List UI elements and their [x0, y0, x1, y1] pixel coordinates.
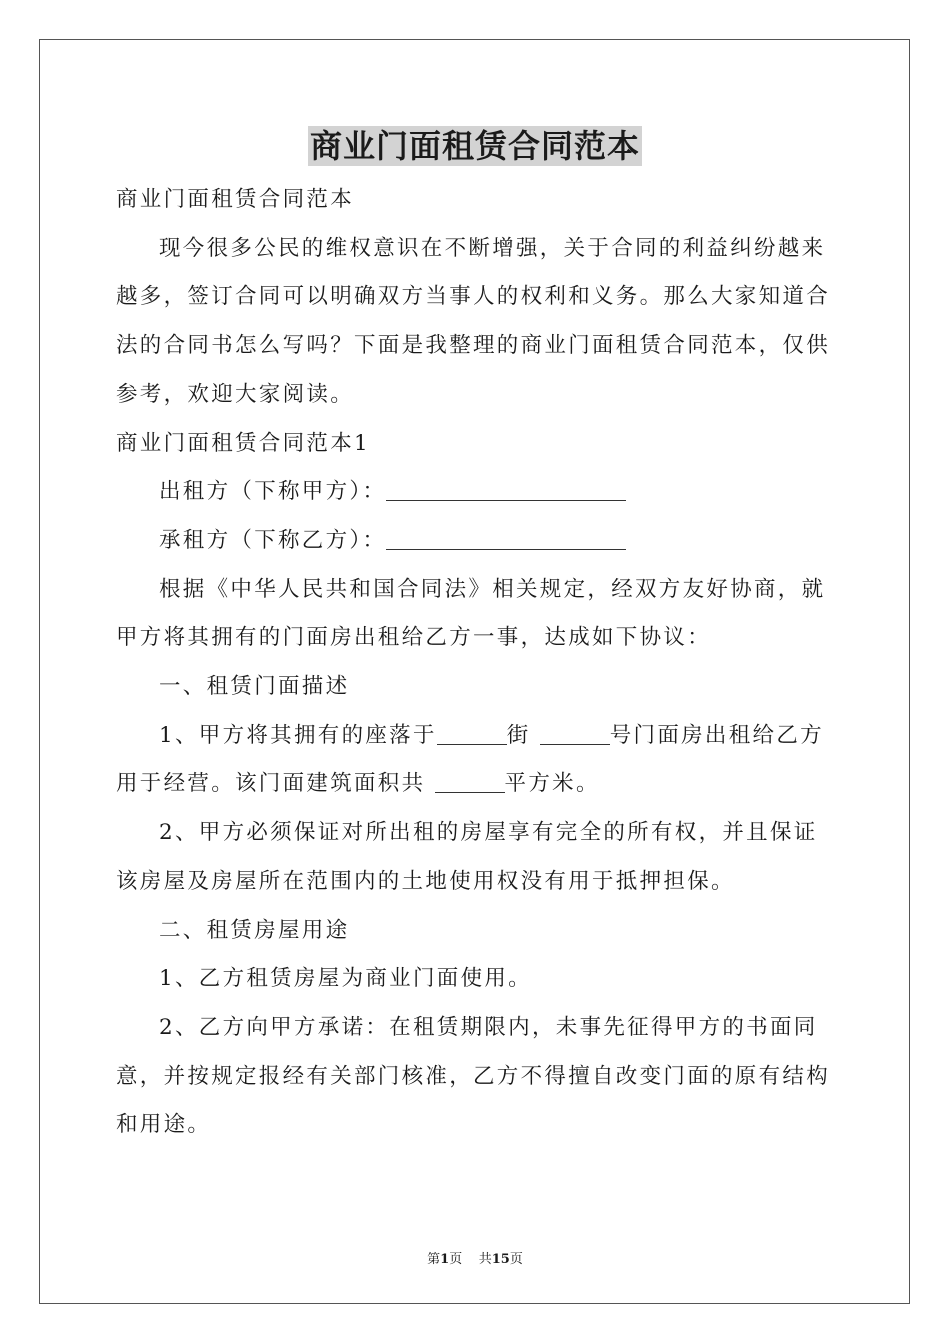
- street-blank: [437, 722, 507, 745]
- document-body: [116, 176, 836, 1150]
- area-blank: [435, 771, 505, 794]
- page-footer: [0, 1248, 950, 1267]
- lessor-blank: [386, 479, 626, 502]
- document-title: 商业门面租赁合同范本: [309, 127, 640, 165]
- part1-item1: [116, 712, 836, 809]
- lessor-label: 出租方（下称甲方）：: [159, 479, 387, 505]
- part1-item1-a: 1、甲方将其拥有的座落于: [159, 722, 437, 748]
- lessee-label: 承租方（下称乙方）：: [159, 527, 387, 553]
- lessee-line: [116, 517, 836, 566]
- total-suffix: 页: [509, 1252, 523, 1267]
- part2-heading: 二、租赁房屋用途: [159, 917, 350, 943]
- part2-item1: 1、乙方租赁房屋为商业门面使用。: [159, 966, 532, 992]
- document-subtitle: 商业门面租赁合同范本: [116, 187, 355, 212]
- lessee-blank: [386, 527, 626, 550]
- part1-item1-b: 街: [506, 722, 531, 748]
- part1-item1-d: 平方米。: [504, 771, 600, 797]
- total-prefix: 共: [478, 1252, 492, 1267]
- part1-item1-c: 号门面房出租给乙方用于经营。该门面建筑面积共: [116, 722, 824, 797]
- lessor-line: [116, 468, 836, 517]
- section-heading: 商业门面租赁合同范本1: [116, 430, 370, 456]
- number-blank: [540, 722, 610, 745]
- preamble-paragraph: 根据《中华人民共和国合同法》相关规定，经双方友好协商，就甲方将其拥有的门面房出租给乙方一事，达成如下协议：: [116, 576, 826, 651]
- part2-item2: 2、乙方向甲方承诺：在租赁期限内，未事先征得甲方的书面同意，并按规定报经有关部门核准，乙方不得擅自改变门面的原有结构和用途。: [116, 1014, 831, 1138]
- part1-item2: 2、甲方必须保证对所出租的房屋享有完全的所有权，并且保证该房屋及房屋所在范围内的土地使用权没有用于抵押担保。: [116, 820, 818, 894]
- total-pages: 15: [491, 1252, 510, 1267]
- page-prefix: 第: [427, 1252, 441, 1267]
- page-suffix: 页: [449, 1252, 463, 1267]
- page-number: 1: [440, 1252, 450, 1267]
- part1-heading: 一、租赁门面描述: [159, 674, 350, 700]
- intro-paragraph: 现今很多公民的维权意识在不断增强，关于合同的利益纠纷越来越多，签订合同可以明确双方当事人的权利和义务。那么大家知道合法的合同书怎么写吗？下面是我整理的商业门面租赁合同范本，仅供参考，欢迎大家阅读。: [116, 235, 831, 407]
- title-container: [0, 126, 950, 166]
